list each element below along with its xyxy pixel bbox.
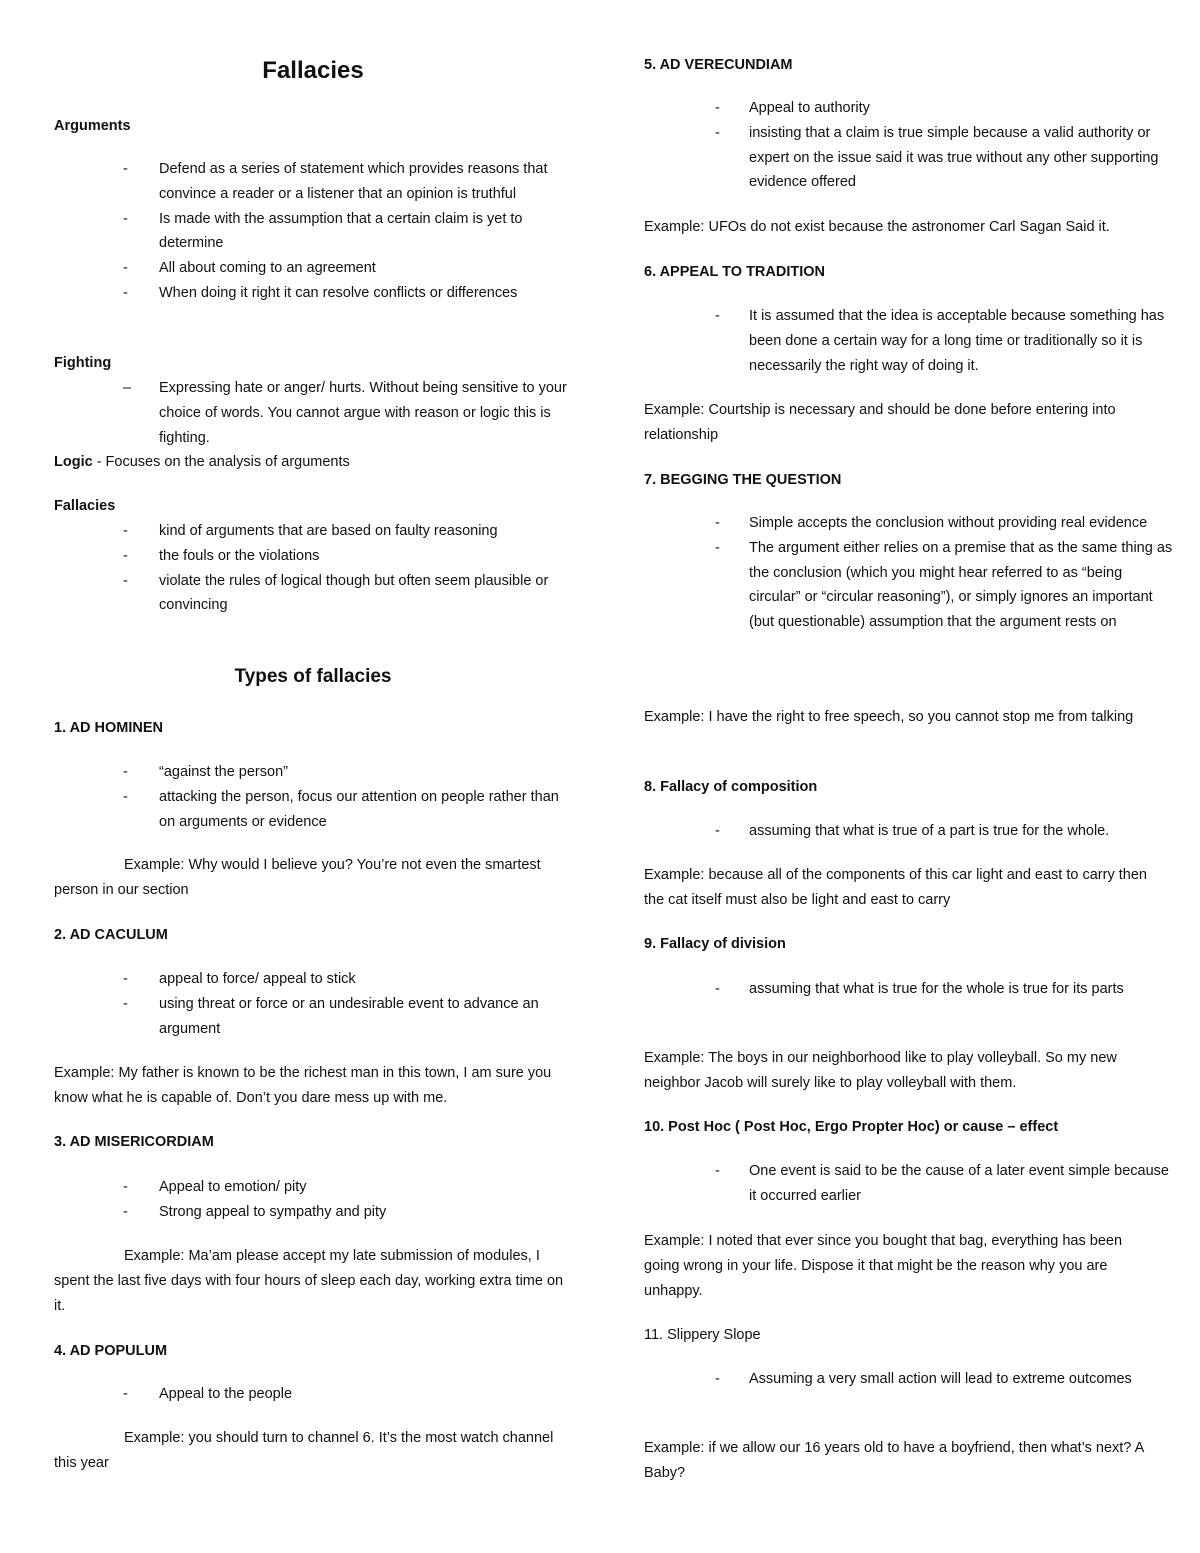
list-item: - Defend as a series of statement which provides reasons that convince a reader or a listener that an opinion is truthful (123, 161, 548, 202)
fallacy-list (54, 967, 574, 1041)
fallacy-list (644, 1367, 1174, 1392)
fallacy-example: Example: I have the right to free speech, so you cannot stop me from talking (644, 709, 1134, 725)
fallacy-list (54, 760, 574, 834)
list-item: - attacking the person, focus our attention on people rather than on arguments or evidence (123, 788, 559, 830)
list-item: - The argument either relies on a premise that as the same thing as the conclusion (which you might hear referred to as “being circular” or “circular reasoning”), or simply ignores an important (but questionable) assumption that the argument rests on (715, 539, 1173, 631)
fallacies-heading: Fallacies (54, 498, 116, 514)
fallacy-heading: 6. APPEAL TO TRADITION (644, 264, 826, 280)
fallacy-heading: 9. Fallacy of division (644, 936, 786, 952)
fallacies-list (54, 519, 574, 618)
fallacy-heading: 3. AD MISERICORDIAM (54, 1134, 214, 1150)
fallacy-example: Example: Courtship is necessary and should be done before entering into relationship (644, 402, 1116, 443)
list-item: - violate the rules of logical though but often seem plausible or convincing (123, 572, 549, 614)
list-item: - assuming that what is true for the whole is true for its parts (715, 981, 1124, 997)
types-title: Types of fallacies (234, 666, 392, 687)
list-item: – Expressing hate or anger/ hurts. Without being sensitive to your choice of words. You cannot argue with reason or logic this is fighting. (123, 380, 567, 446)
list-item: - All about coming to an agreement (123, 260, 376, 277)
list-item: - When doing it right it can resolve conflicts or differences (123, 284, 518, 301)
list-item: - “against the person” (123, 764, 288, 780)
list-item: - appeal to force/ appeal to stick (123, 971, 356, 987)
fallacy-list (644, 819, 1174, 844)
fallacy-heading: 5. AD VERECUNDIAM (644, 57, 793, 73)
list-item: - Assuming a very small action will lead to extreme outcomes (715, 1371, 1132, 1387)
fighting-heading: Fighting (54, 355, 112, 371)
list-item: - Appeal to authority (715, 100, 870, 116)
list-item: - Is made with the assumption that a certain claim is yet to determine (123, 210, 523, 252)
fallacy-heading: 10. Post Hoc ( Post Hoc, Ergo Propter Hoc) or cause – effect (644, 1119, 1059, 1135)
page-title: Fallacies (262, 57, 364, 84)
list-item: - Appeal to the people (123, 1386, 293, 1402)
fallacy-list (644, 96, 1174, 195)
list-item: - One event is said to be the cause of a later event simple because it occurred earlier (715, 1163, 1169, 1204)
list-item: - Appeal to emotion/ pity (123, 1179, 307, 1195)
list-item: - kind of arguments that are based on faulty reasoning (123, 523, 498, 539)
fallacy-heading: 1. AD HOMINEN (54, 720, 164, 736)
fallacy-example: Example: UFOs do not exist because the astronomer Carl Sagan Said it. (644, 219, 1110, 235)
fallacy-heading: 8. Fallacy of composition (644, 779, 818, 795)
fallacy-heading: 11. Slippery Slope (644, 1327, 761, 1343)
fallacy-list (644, 511, 1174, 635)
fallacy-example: Example: I noted that ever since you bought that bag, everything has been going wrong in your life. Dispose it that might be the reason why you are unhappy. (644, 1233, 1123, 1299)
fighting-list (54, 376, 574, 450)
fallacy-list (54, 1175, 574, 1225)
list-item: - the fouls or the violations (123, 547, 320, 564)
fallacy-heading: 7. BEGGING THE QUESTION (644, 472, 842, 488)
fallacy-example: Example: because all of the components of this car light and east to carry then the cat itself must also be light and east to carry (644, 867, 1147, 908)
fallacy-example: Example: you should turn to channel 6. It’s the most watch channel this year (54, 1430, 554, 1471)
logic-definition: Logic - Focuses on the analysis of arguments (54, 454, 350, 470)
list-item: - using threat or force or an undesirable event to advance an argument (123, 995, 539, 1037)
list-item: - Simple accepts the conclusion without providing real evidence (715, 515, 1148, 531)
arguments-list (54, 157, 574, 306)
fallacy-list (644, 1159, 1174, 1209)
list-item: - insisting that a claim is true simple because a valid authority or expert on the issue said it was true without any other supporting evidence offered (715, 124, 1159, 191)
fallacy-list (644, 977, 1174, 1002)
fallacy-heading: 2. AD CACULUM (54, 927, 168, 943)
fallacy-example: Example: The boys in our neighborhood like to play volleyball. So my new neighbor Jacob will surely like to play volleyball with them. (644, 1050, 1117, 1091)
list-item: - assuming that what is true of a part is true for the whole. (715, 823, 1110, 839)
fallacy-example: Example: My father is known to be the richest man in this town, I am sure you know what he is capable of. Don’t you dare mess up with me. (54, 1065, 552, 1106)
list-item: - It is assumed that the idea is acceptable because something has been done a certain way for a long time or traditionally so it is necessarily the right way of doing it. (715, 308, 1165, 374)
fallacy-heading: 4. AD POPULUM (54, 1343, 168, 1359)
fallacy-example: Example: if we allow our 16 years old to have a boyfriend, then what’s next? A Baby? (644, 1440, 1144, 1481)
fallacy-list (644, 304, 1174, 378)
list-item: - Strong appeal to sympathy and pity (123, 1203, 387, 1220)
fallacy-list (54, 1382, 574, 1407)
arguments-heading: Arguments (54, 118, 131, 134)
fallacy-example: Example: Ma’am please accept my late submission of modules, I spent the last five days with four hours of sleep each day, working extra time on it. (54, 1248, 564, 1314)
fallacy-example: Example: Why would I believe you? You’re not even the smartest person in our section (54, 857, 541, 898)
